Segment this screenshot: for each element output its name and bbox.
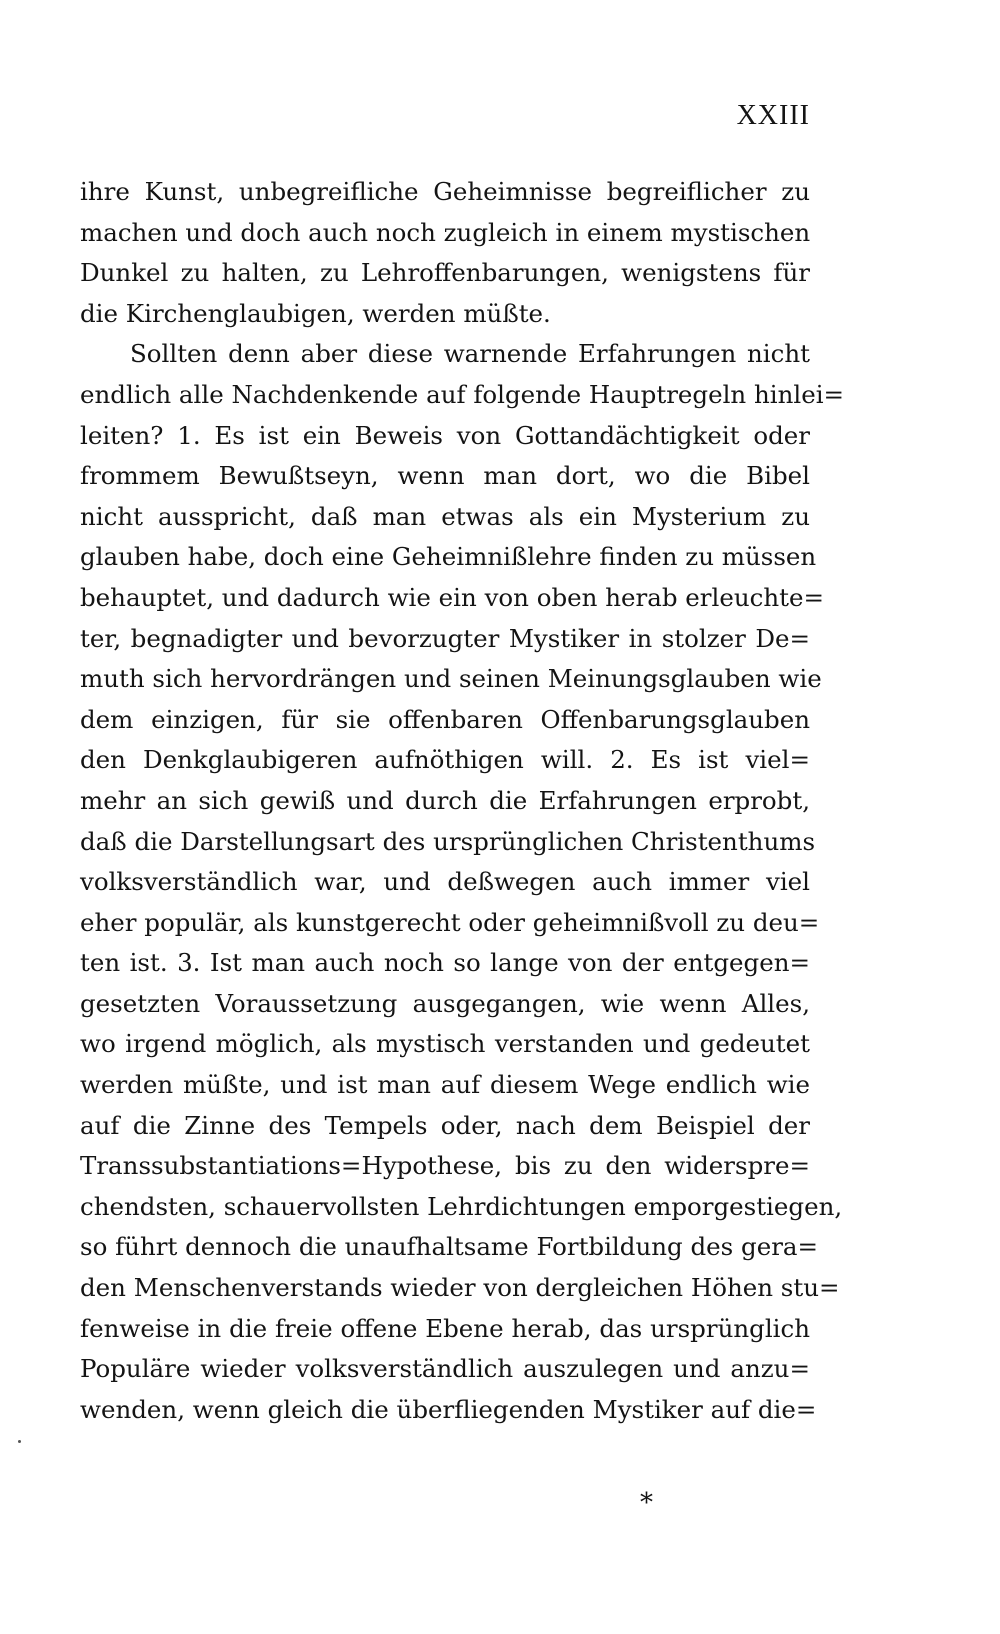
text-line: ihre Kunst, unbegreifliche Geheimnisse begreiflicher zu (80, 177, 810, 206)
text-line: Populäre wieder volksverständlich auszulegen und anzu= (80, 1354, 810, 1384)
text-line: den Menschenverstands wieder von dergleichen Höhen stu= (80, 1273, 840, 1303)
text-line: wenden, wenn gleich die überfliegenden Mystiker auf die= (80, 1394, 817, 1424)
text-line: wo irgend möglich, als mystisch verstanden und gedeutet (80, 1029, 810, 1059)
text-line: glauben habe, doch eine Geheimnißlehre finden zu müssen (80, 542, 817, 572)
text-line: muth sich hervordrängen und seinen Meinungsglauben wie (80, 664, 822, 694)
text-line: eher populär, als kunstgerecht oder geheimnißvoll zu deu= (80, 907, 820, 937)
text-line: den Denkglaubigeren aufnöthigen will. 2. Es ist viel= (80, 745, 810, 775)
text-line: mehr an sich gewiß und durch die Erfahrungen erprobt, (80, 785, 810, 815)
text-line: daß die Darstellungsart des ursprünglichen Christenthums (80, 826, 816, 856)
text-line: ten ist. 3. Ist man auch noch so lange von der entgegen= (80, 948, 810, 978)
text-line: so führt dennoch die unaufhaltsame Fortbildung des gera= (80, 1232, 819, 1262)
text-line: werden müßte, und ist man auf diesem Wege endlich wie (80, 1070, 810, 1100)
paragraph-start-line: Sollten denn aber diese warnende Erfahrungen nicht (130, 339, 810, 369)
text-line: Transsubstantiations=Hypothese, bis zu den widerspre= (80, 1151, 810, 1181)
text-line: dem einzigen, für sie offenbaren Offenbarungsglauben (80, 704, 810, 734)
text-line: endlich alle Nachdenkende auf folgende Hauptregeln hinlei= (80, 379, 845, 409)
text-line: volksverständlich war, und deßwegen auch immer viel (80, 867, 810, 897)
text-line: machen und doch auch noch zugleich in einem mystischen (80, 217, 811, 247)
page-number: XXIII (736, 100, 810, 131)
text-line: chendsten, schauervollsten Lehrdichtungen emporgestiegen, (80, 1191, 843, 1221)
text-line: fenweise in die freie offene Ebene herab, das ursprünglich (80, 1313, 810, 1343)
text-line: frommem Bewußtseyn, wenn man dort, wo die Bibel (80, 461, 810, 491)
text-line: ter, begnadigter und bevorzugter Mystiker in stolzer De= (80, 623, 810, 653)
signature-mark: * (640, 1488, 653, 1518)
text-line: gesetzten Voraussetzung ausgegangen, wie wenn Alles, (80, 988, 810, 1018)
text-line: die Kirchenglaubigen, werden müßte. (80, 298, 551, 328)
body-text (80, 172, 845, 1430)
text-line: nicht ausspricht, daß man etwas als ein Mysterium zu (80, 501, 810, 531)
text-line: auf die Zinne des Tempels oder, nach dem Beispiel der (80, 1110, 810, 1140)
text-line: leiten? 1. Es ist ein Beweis von Gottandächtigkeit oder (80, 420, 810, 450)
paper-speck (18, 1440, 21, 1443)
text-line: behauptet, und dadurch wie ein von oben herab erleuchte= (80, 582, 824, 612)
text-line: Dunkel zu halten, zu Lehroffenbarungen, wenigstens für (80, 258, 810, 288)
